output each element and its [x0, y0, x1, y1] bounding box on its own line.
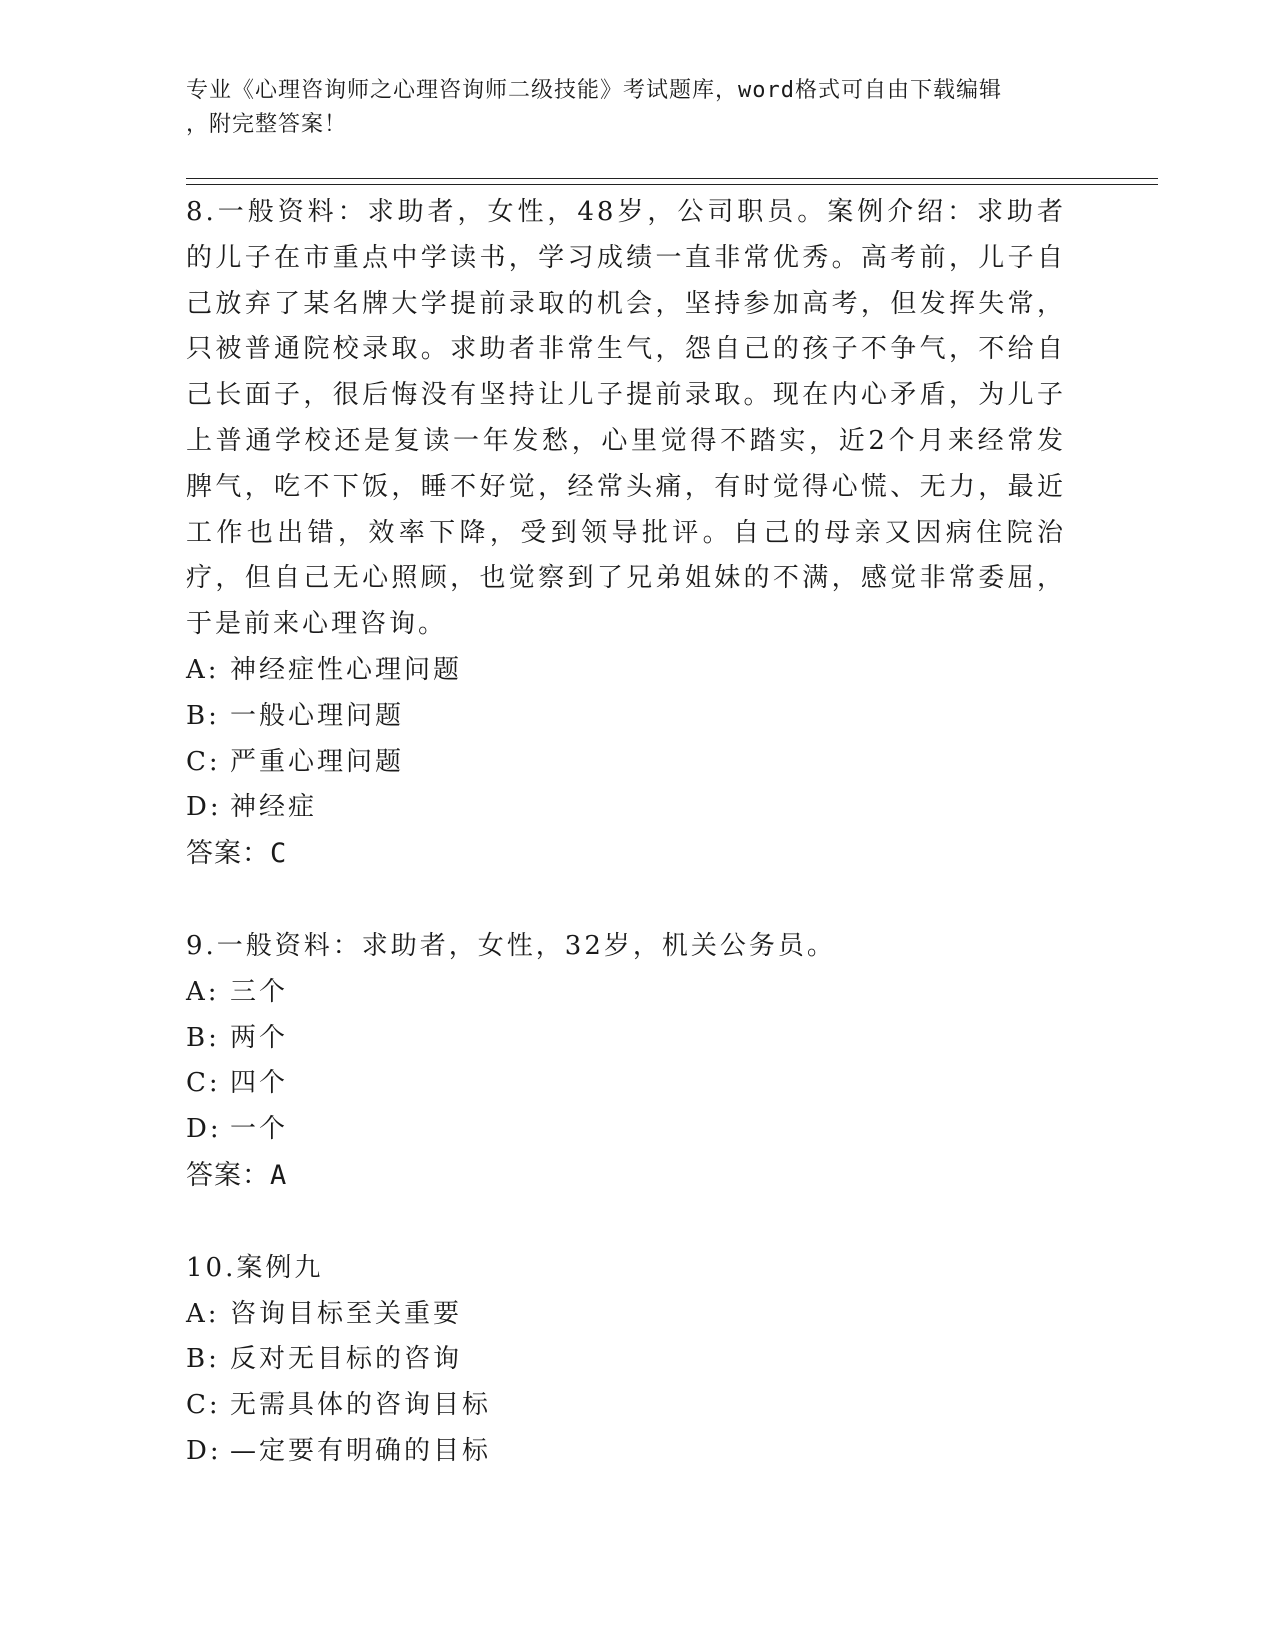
option-a: [186, 1292, 1066, 1338]
question-stem: 9.一般资料：求助者，女性，32岁，机关公务员。: [186, 930, 836, 961]
option-text: 神经症: [230, 792, 318, 823]
option-d: [186, 1429, 1066, 1475]
option-a: [186, 970, 1066, 1016]
question-8: [186, 190, 1066, 877]
question-list: [186, 190, 1066, 1475]
option-letter: C:: [186, 1068, 221, 1099]
option-letter: B:: [186, 1344, 220, 1375]
question-10: [186, 1246, 1066, 1475]
option-b: [186, 1016, 1066, 1062]
option-c: [186, 1383, 1066, 1429]
option-letter: D:: [186, 1435, 222, 1466]
option-text: 严重心理问题: [230, 746, 405, 777]
document-header: [186, 74, 1066, 142]
option-letter: B:: [186, 1022, 220, 1053]
option-text: —定要有明确的目标: [230, 1435, 492, 1466]
header-divider: [186, 178, 1158, 185]
option-text: 三个: [230, 976, 289, 1007]
option-letter: B:: [186, 700, 220, 731]
option-letter: A:: [186, 976, 220, 1007]
option-text: 反对无目标的咨询: [230, 1344, 463, 1375]
option-letter: A:: [186, 1298, 220, 1329]
option-letter: D:: [186, 792, 222, 823]
answer-label: 答案：C: [186, 838, 288, 870]
header-title-line1: 专业《心理咨询师之心理咨询师二级技能》考试题库，word格式可自由下载编辑: [186, 78, 1002, 103]
option-text: 一个: [230, 1114, 289, 1145]
question-stem: 10.案例九: [186, 1252, 324, 1283]
spacer: [186, 877, 1066, 924]
option-c: [186, 740, 1066, 786]
option-text: 神经症性心理问题: [230, 654, 463, 685]
option-text: 无需具体的咨询目标: [230, 1390, 492, 1421]
option-text: 两个: [230, 1022, 289, 1053]
option-letter: D:: [186, 1114, 222, 1145]
option-text: 四个: [230, 1068, 289, 1099]
question-stem: 8.一般资料：求助者，女性，48岁，公司职员。案例介绍：求助者的儿子在市重点中学读书，学习成绩一直非常优秀。高考前，儿子自己放弃了某名牌大学提前录取的机会，坚持参加高考，但发挥失常，只被普通院校录取。求助者非常生气，怨自己的孩子不争气，不给自己长面子，很后悔没有坚持让儿子提前录取。现在内心矛盾，为儿子上普通学校还是复读一年发愁，心里觉得不踏实，近2个月来经常发脾气，吃不下饭，睡不好觉，经常头痛，有时觉得心慌、无力，最近工作也出错，效率下降，受到领导批评。自己的母亲又因病住院治疗，但自己无心照顾，也觉察到了兄弟姐妹的不满，感觉非常委屈，于是前来心理咨询。: [186, 197, 1066, 640]
question-9: [186, 924, 1066, 1199]
header-title-line2: ，附完整答案！: [186, 112, 348, 137]
option-d: [186, 1107, 1066, 1153]
option-a: [186, 648, 1066, 694]
spacer: [186, 1199, 1066, 1246]
option-letter: A:: [186, 654, 220, 685]
option-b: [186, 1337, 1066, 1383]
option-text: 咨询目标至关重要: [230, 1298, 463, 1329]
option-b: [186, 694, 1066, 740]
option-text: 一般心理问题: [230, 700, 405, 731]
option-c: [186, 1061, 1066, 1107]
option-letter: C:: [186, 1390, 221, 1421]
option-d: [186, 785, 1066, 831]
option-letter: C:: [186, 746, 221, 777]
answer-label: 答案：A: [186, 1159, 288, 1191]
